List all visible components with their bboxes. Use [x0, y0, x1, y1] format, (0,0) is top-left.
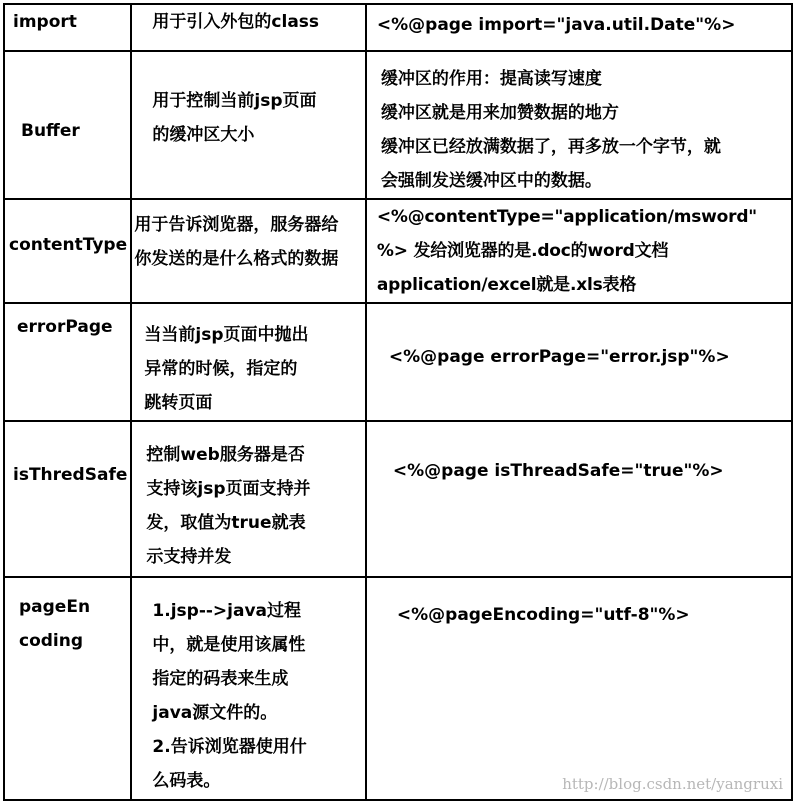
attr-desc-cell: [131, 51, 365, 199]
table-row: [4, 199, 792, 303]
desc-line: 支持该jsp页面支持并: [146, 479, 311, 499]
table-row: [4, 4, 792, 51]
desc-line: 异常的时候，指定的: [144, 359, 298, 379]
table-row: [4, 421, 792, 577]
attr-name: coding: [19, 631, 84, 651]
watermark: http://blog.csdn.net/yangruxi: [562, 775, 783, 793]
example-line: <%@page import="java.util.Date"%>: [376, 15, 736, 35]
attr-desc-cell: [131, 303, 365, 421]
attr-desc-cell: [131, 199, 365, 303]
jsp-page-directive-table: [3, 3, 793, 801]
attr-name-cell: [4, 4, 131, 51]
example-line: application/excel就是.xls表格: [376, 275, 637, 295]
attr-example-cell: [366, 303, 792, 421]
attr-name-cell: [4, 199, 131, 303]
example-line: <%@page errorPage="error.jsp"%>: [388, 347, 730, 367]
attr-name: isThredSafe: [13, 465, 128, 485]
desc-line: 跳转页面: [144, 393, 213, 413]
attr-name: errorPage: [17, 317, 113, 337]
desc-line: 当当前jsp页面中抛出: [144, 325, 309, 345]
example-line: <%@contentType="application/msword": [376, 207, 757, 227]
desc-line: 用于控制当前jsp页面: [152, 91, 317, 111]
attr-name-cell: [4, 577, 131, 800]
table-row: [4, 577, 792, 800]
example-line: 缓冲区已经放满数据了，再多放一个字节，就: [380, 137, 721, 157]
desc-line: java源文件的。: [152, 703, 278, 723]
example-line: 缓冲区的作用：提高读写速度: [380, 69, 602, 89]
attr-name: contentType: [9, 235, 128, 255]
attr-example-cell: [366, 51, 792, 199]
table-row: [4, 51, 792, 199]
attr-name: import: [13, 12, 77, 32]
example-line: <%@pageEncoding="utf-8"%>: [396, 605, 690, 625]
desc-line: 1.jsp-->java过程: [152, 601, 302, 621]
desc-line: 中，就是使用该属性: [152, 635, 306, 655]
attr-name-cell: [4, 421, 131, 577]
attr-example-cell: [366, 199, 792, 303]
desc-line: 么码表。: [152, 771, 221, 791]
attr-example-cell: [366, 577, 792, 800]
attr-desc-cell: [131, 4, 365, 51]
desc-line: 控制web服务器是否: [146, 445, 305, 465]
attr-name-cell: [4, 51, 131, 199]
desc-line: 2.告诉浏览器使用什: [152, 737, 307, 757]
example-line: %> 发给浏览器的是.doc的word文档: [376, 241, 669, 261]
attr-desc-cell: [131, 421, 365, 577]
example-line: 缓冲区就是用来加赞数据的地方: [380, 103, 619, 123]
desc-line: 用于引入外包的class: [152, 12, 320, 32]
attr-name-cell: [4, 303, 131, 421]
desc-line: 发，取值为true就表: [146, 513, 306, 533]
example-line: 会强制发送缓冲区中的数据。: [380, 171, 602, 191]
attr-name: pageEn: [19, 597, 91, 617]
attr-desc-cell: [131, 577, 365, 800]
desc-line: 用于告诉浏览器，服务器给: [134, 215, 339, 235]
attr-example-cell: [366, 421, 792, 577]
table-row: [4, 303, 792, 421]
example-line: <%@page isThreadSafe="true"%>: [392, 461, 724, 481]
desc-line: 示支持并发: [146, 547, 232, 567]
desc-line: 的缓冲区大小: [152, 125, 255, 145]
desc-line: 指定的码表来生成: [152, 669, 289, 689]
attr-name: Buffer: [21, 121, 80, 141]
attr-example-cell: [366, 4, 792, 51]
desc-line: 你发送的是什么格式的数据: [134, 249, 339, 269]
